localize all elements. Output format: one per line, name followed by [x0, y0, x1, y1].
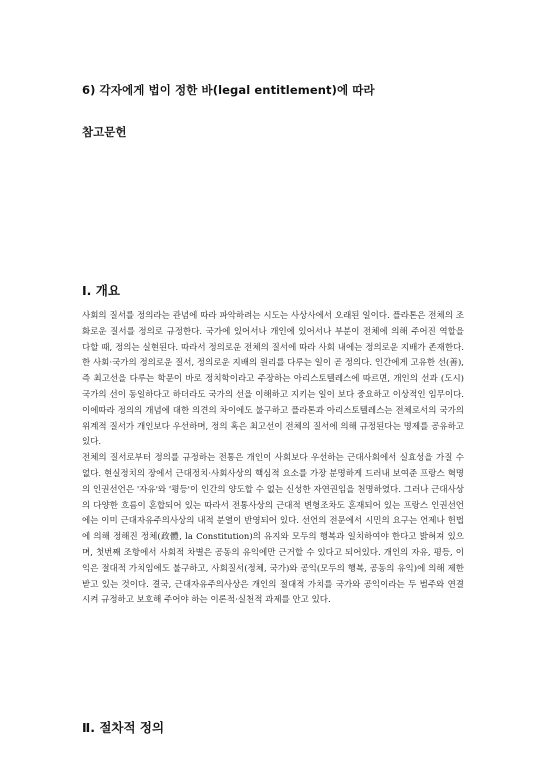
- paragraph: 전체의 질서로부터 정의를 규정하는 전통은 개인이 사회보다 우선하는 근대사회에서 실효성을 가질 수 없다. 현실정치의 장에서 근대정치·사회사상의 핵심적 요소를 가장 분명하게 드러내 보여준 프랑스 혁명의 인권선언은 '자유'와 '평등'이 인간의 양도할 수 없는 신성한 자연권임을 천명하였다. 그러나 근대사상의 다양한 흐름이 혼합되어 있는 따라서 전통사상의 근대적 변형조차도 혼재되어 있는 프랑스 인권선언에는 이미 근대자유주의사상의 내적 분열이 반영되어 있다. 선언의 전문에서 시민의 요구는 언제나 헌법에 의해 정해진 정체(政體, la Constitution)의 유지와 모두의 행복과 일치하여야 한다고 밝혀져 있으며, 첫번째 조항에서 사회적 차별은 공동의 유익에만 근거할 수 있다고 되어있다. 개인의 자유, 평등, 이익은 절대적 가치임에도 불구하고, 사회질서(정체, 국가)와 공익(모두의 행복, 공동의 유익)에 의해 제한 받고 있는 것이다. 결국, 근대자유주의사상은 개인의 절대적 가치를 국가와 공익이라는 두 범주와 연결시켜 규정하고 보호해 주어야 하는 이론적·실천적 과제를 안고 있다.: [82, 453, 464, 606]
- section-1-body: [82, 309, 464, 609]
- item-heading: 6) 각자에게 법이 정한 바(legal entitlement)에 따라: [82, 83, 375, 97]
- section-1-heading: Ⅰ. 개요: [82, 283, 120, 298]
- paragraph: 사회의 질서를 정의라는 관념에 따라 파악하려는 시도는 사상사에서 오래된 일이다. 플라톤은 전체의 조화로운 질서를 정의로 규정한다. 국가에 있어서나 개인에 있어서나 부분이 전체에 의해 주어진 역할을 다할 때, 정의는 실현된다. 따라서 정의로운 전체의 질서에 따라 사회 내에는 정의로운 지배가 존재한다. 한 사회·국가의 정의로운 질서, 정의로운 지배의 원리를 다루는 일이 곧 정의다. 인간에게 고유한 선(善), 즉 최고선을 다루는 학문이 바로 정치학이라고 주장하는 아리스토텔레스에 따르면, 개인의 선과 (도시)국가의 선이 동일하다고 하더라도 국가의 선을 이해하고 지키는 일이 보다 중요하고 이상적인 임무이다. 이에따라 정의의 개념에 대한 의견의 차이에도 불구하고 플라톤과 아리스토텔레스는 전체로서의 국가의 위계적 질서가 개인보다 우선하며, 정의 혹은 최고선이 전체의 질서에 의해 규정된다는 명제를 공유하고 있다.: [82, 311, 464, 448]
- references-heading: 참고문헌: [82, 125, 127, 139]
- section-2-heading: Ⅱ. 절차적 정의: [82, 720, 165, 735]
